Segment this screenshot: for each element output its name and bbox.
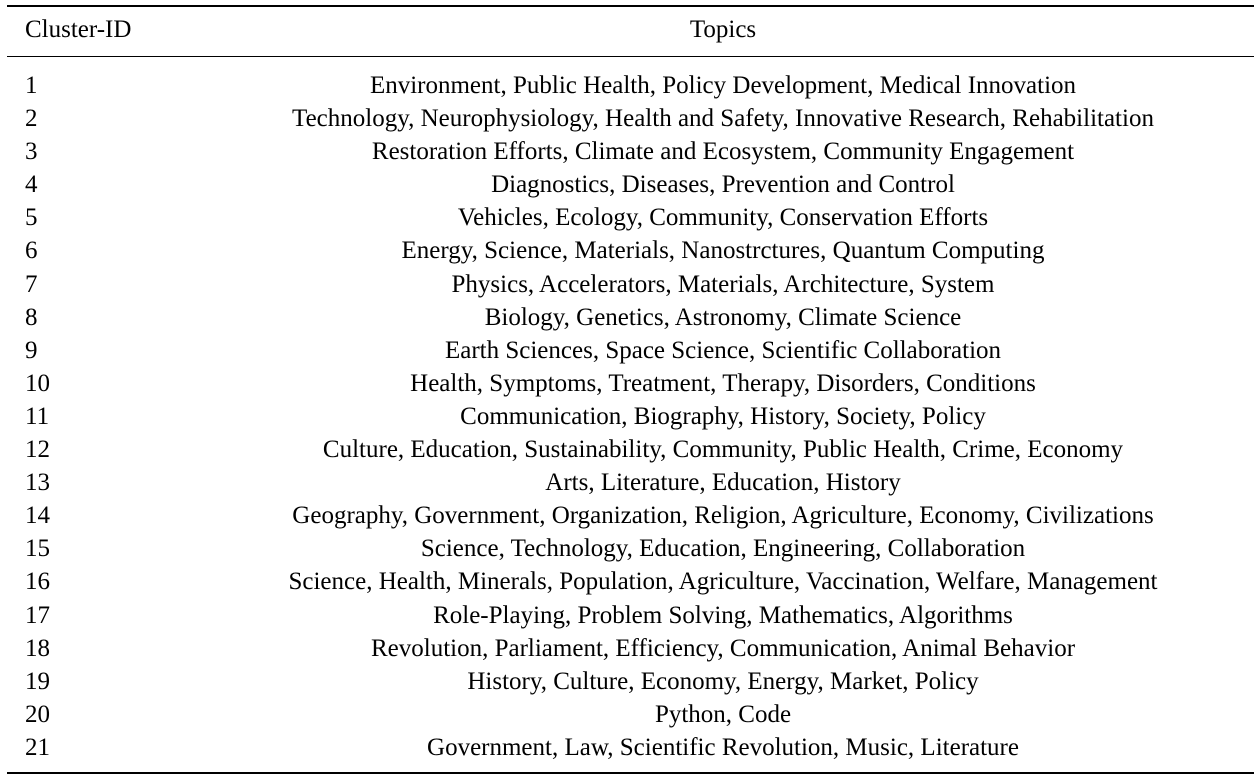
cluster-id-cell: 19 xyxy=(25,667,50,695)
topics-cell: Role-Playing, Problem Solving, Mathematics, Algorithms xyxy=(433,601,1013,629)
table-row xyxy=(7,168,1254,201)
cluster-id-cell: 15 xyxy=(25,535,50,563)
table-row xyxy=(7,69,1254,102)
table-row xyxy=(7,665,1254,698)
topics-cell: Earth Sciences, Space Science, Scientific Collaboration xyxy=(444,336,1002,364)
cluster-id-cell: 12 xyxy=(25,436,50,464)
topics-cell: Restoration Efforts, Climate and Ecosystem, Community Engagement xyxy=(371,138,1075,166)
cluster-id-cell: 3 xyxy=(25,138,38,166)
cluster-id-cell: 16 xyxy=(25,568,50,596)
table-row xyxy=(7,234,1254,267)
topics-cell: Science, Health, Minerals, Population, Agriculture, Vaccination, Welfare, Management xyxy=(288,568,1158,596)
cluster-id-cell: 9 xyxy=(25,336,38,364)
topics-cell: Environment, Public Health, Policy Development, Medical Innovation xyxy=(369,72,1077,99)
topics-cell: Science, Technology, Education, Engineering, Collaboration xyxy=(420,535,1026,563)
cluster-id-cell: 17 xyxy=(25,601,50,629)
table-row xyxy=(7,731,1254,764)
topics-cell: Technology, Neurophysiology, Health and Safety, Innovative Research, Rehabilitation xyxy=(292,105,1154,133)
topics-cell: Diagnostics, Diseases, Prevention and Control xyxy=(491,171,955,199)
cluster-id-cell: 4 xyxy=(25,171,38,199)
topics-cell: Energy, Science, Materials, Nanostrctures, Quantum Computing xyxy=(401,237,1045,265)
cluster-id-cell: 13 xyxy=(25,469,50,497)
table-row xyxy=(7,367,1254,400)
cluster-topics-table xyxy=(7,5,1254,774)
topics-cell: Revolution, Parliament, Efficiency, Communication, Animal Behavior xyxy=(370,634,1076,662)
cluster-id-cell: 21 xyxy=(25,733,50,761)
table-row xyxy=(7,334,1254,367)
table-row xyxy=(7,499,1254,532)
table-row xyxy=(7,698,1254,731)
table-row xyxy=(7,301,1254,334)
topics-cell: Culture, Education, Sustainability, Community, Public Health, Crime, Economy xyxy=(322,436,1124,464)
cluster-id-cell: 10 xyxy=(25,369,50,397)
topics-cell: Vehicles, Ecology, Community, Conservation Efforts xyxy=(457,204,989,232)
cluster-id-cell: 6 xyxy=(25,237,38,265)
topics-cell: Government, Law, Scientific Revolution, Music, Literature xyxy=(427,733,1019,761)
header-cluster-id: Cluster-ID xyxy=(25,16,132,43)
cluster-id-cell: 5 xyxy=(25,204,38,232)
topics-cell: Arts, Literature, Education, History xyxy=(545,469,901,497)
table-row xyxy=(7,268,1254,301)
table-row xyxy=(7,532,1254,565)
topics-cell: History, Culture, Economy, Energy, Market, Policy xyxy=(467,667,979,695)
table-row xyxy=(7,433,1254,466)
topics-cell: Physics, Accelerators, Materials, Architecture, System xyxy=(451,270,995,298)
cluster-id-cell: 18 xyxy=(25,634,50,662)
topics-cell: Health, Symptoms, Treatment, Therapy, Disorders, Conditions xyxy=(410,369,1036,397)
table-row xyxy=(7,102,1254,135)
table-row xyxy=(7,400,1254,433)
header-topics: Topics xyxy=(689,16,757,43)
table-body xyxy=(7,57,1254,772)
table-row xyxy=(7,135,1254,168)
table-bottom-rule xyxy=(7,772,1254,774)
cluster-id-cell: 7 xyxy=(25,270,38,298)
cluster-id-cell: 8 xyxy=(25,303,38,331)
topics-cell: Biology, Genetics, Astronomy, Climate Science xyxy=(484,303,962,331)
cluster-id-cell: 1 xyxy=(25,72,38,99)
cluster-id-cell: 2 xyxy=(25,105,38,133)
cluster-id-cell: 14 xyxy=(25,502,50,530)
topics-cell: Geography, Government, Organization, Religion, Agriculture, Economy, Civilizations xyxy=(292,502,1154,530)
table-row xyxy=(7,599,1254,632)
table-header-row xyxy=(7,7,1254,56)
topics-cell: Communication, Biography, History, Society, Policy xyxy=(460,402,986,430)
topics-cell: Python, Code xyxy=(654,700,792,728)
table-row xyxy=(7,466,1254,499)
cluster-id-cell: 20 xyxy=(25,700,50,728)
cluster-id-cell: 11 xyxy=(25,402,50,430)
table-row xyxy=(7,201,1254,234)
table-row xyxy=(7,632,1254,665)
table-row xyxy=(7,565,1254,598)
